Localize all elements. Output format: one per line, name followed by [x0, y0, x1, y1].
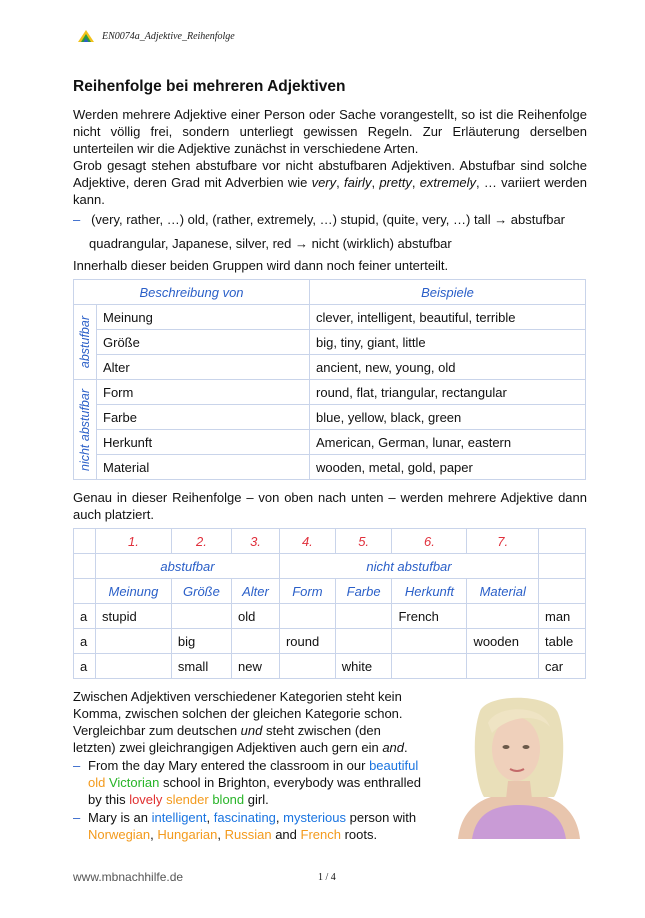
category-header: Herkunft: [392, 579, 467, 604]
category-header: Meinung: [96, 579, 172, 604]
category-cell: Herkunft: [97, 430, 310, 455]
category-header: Größe: [171, 579, 231, 604]
examples-cell: clever, intelligent, beautiful, terrible: [310, 305, 586, 330]
order-number: 5.: [335, 529, 392, 554]
category-cell: Farbe: [97, 405, 310, 430]
table-row: [74, 355, 586, 380]
table-row: [74, 430, 586, 455]
examples-cell: blue, yellow, black, green: [310, 405, 586, 430]
table-row: [74, 305, 586, 330]
order-number: 7.: [467, 529, 539, 554]
table-row: [74, 380, 586, 405]
order-number: 1.: [96, 529, 172, 554]
table-row: a big round wooden table: [74, 629, 586, 654]
table-row: a stupid old French man: [74, 604, 586, 629]
table-row: [74, 330, 586, 355]
document-filename: EN0074a_Adjektive_Reihenfolge: [102, 30, 235, 42]
examples-cell: wooden, metal, gold, paper: [310, 455, 586, 480]
col-header-examples: Beispiele: [310, 280, 586, 305]
order-paragraph: Genau in dieser Reihenfolge – von oben nach unten – werden mehrere Adjektive dann auch platziert.: [73, 490, 587, 522]
category-table: [73, 279, 586, 480]
category-cell: Meinung: [97, 305, 310, 330]
footer-website: www.mbnachhilfe.de: [73, 870, 184, 884]
gradable-paragraph: Grob gesagt stehen abstufbare vor nicht abstufbaren Adjektiven. Abstufbar sind solche Adjektive, deren Grad mit Adverbien wie very, fairly, pretty, extremely, … variiert werden kann.: [73, 158, 588, 207]
examples-cell: American, German, lunar, eastern: [310, 430, 586, 455]
table-row: a small new white car: [74, 654, 586, 679]
category-cell: Material: [97, 455, 310, 480]
category-header: Farbe: [335, 579, 392, 604]
order-number: 4.: [279, 529, 335, 554]
example-gradable: – (very, rather, …) old, (rather, extremely, …) stupid, (quite, very, …) tall → abstufbar: [73, 212, 566, 227]
example-nongradable: quadrangular, Japanese, silver, red → nicht (wirklich) abstufbar: [89, 236, 452, 251]
order-number: 3.: [232, 529, 280, 554]
col-header-description: Beschreibung von: [74, 280, 310, 305]
category-cell: Größe: [97, 330, 310, 355]
group-label-gradable: abstufbar: [78, 315, 92, 369]
examples-cell: big, tiny, giant, little: [310, 330, 586, 355]
example-bullet-1: – From the day Mary entered the classroom in our beautiful old Victorian school in Brighton, everybody was enthralled by this lovely slender blond girl.: [73, 758, 421, 807]
category-cell: Form: [97, 380, 310, 405]
table-row: [74, 455, 586, 480]
order-number: 2.: [171, 529, 231, 554]
example-bullet-2: – Mary is an intelligent, fascinating, mysterious person with Norwegian, Hungarian, Russian and French roots.: [73, 810, 417, 842]
table-row: [74, 405, 586, 430]
category-cell: Alter: [97, 355, 310, 380]
category-header: Alter: [232, 579, 280, 604]
order-number: 6.: [392, 529, 467, 554]
group-label-nongradable: nicht abstufbar: [78, 388, 92, 471]
girl-illustration: [450, 693, 588, 839]
logo-icon: [78, 30, 92, 42]
examples-cell: round, flat, triangular, rectangular: [310, 380, 586, 405]
groups-paragraph: Innerhalb dieser beiden Gruppen wird dann noch feiner unterteilt.: [73, 258, 449, 273]
page-title: Reihenfolge bei mehreren Adjektiven: [73, 78, 346, 95]
intro-paragraph: Werden mehrere Adjektive einer Person oder Sache vorangestellt, so ist die Reihenfolge nicht völlig frei, sondern unterliegt gewissen Regeln. Zur Erläuterung derselben unterteilen wir die Adjektive zunächst in verschiedene Arten.: [73, 107, 587, 156]
examples-cell: ancient, new, young, old: [310, 355, 586, 380]
order-table: [73, 528, 586, 679]
page-number: 1 / 4: [318, 872, 336, 883]
document-header: [78, 30, 235, 42]
group-label-nongradable: nicht abstufbar: [279, 554, 538, 579]
category-header: Form: [279, 579, 335, 604]
category-header: Material: [467, 579, 539, 604]
comma-paragraph: Zwischen Adjektiven verschiedener Kategorien steht kein Komma, zwischen solchen der gleichen Kategorie schon. Vergleichbar zum deutschen und steht zwischen (den letzten) zwei gleichrangigen Adjektiven auch gern ein and.: [73, 689, 408, 755]
group-label-gradable: abstufbar: [96, 554, 280, 579]
